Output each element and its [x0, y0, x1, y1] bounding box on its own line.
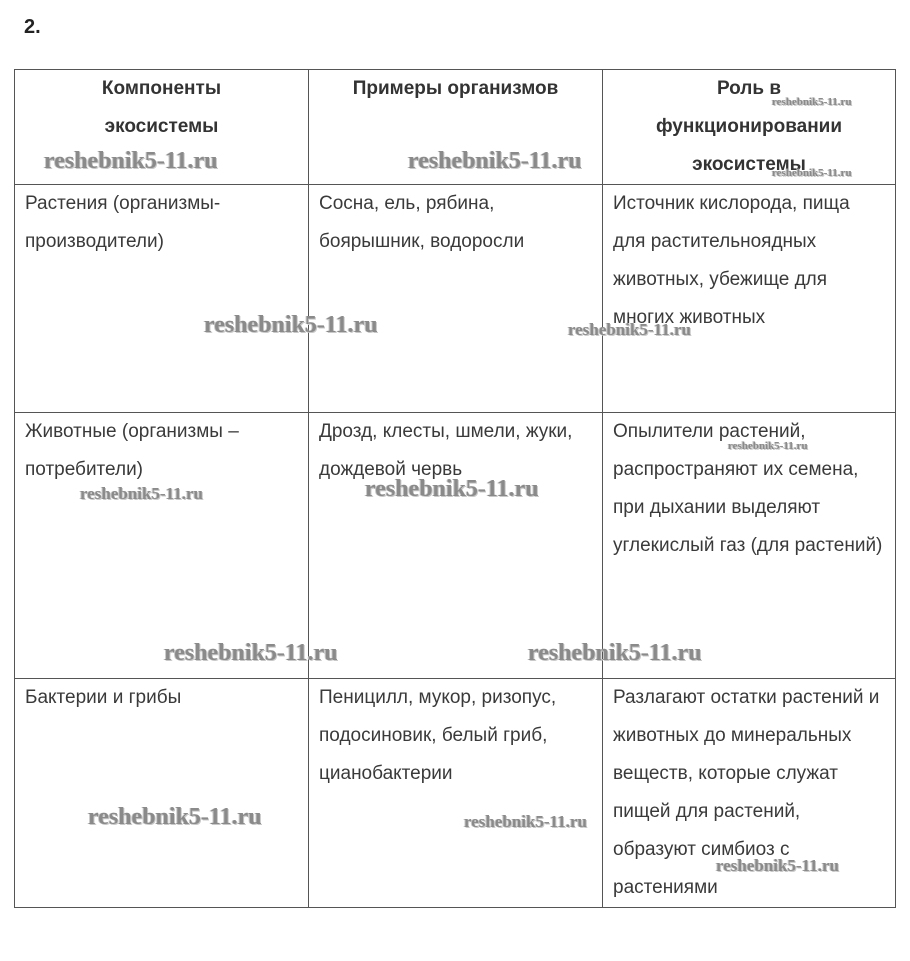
watermark: reshebnik5-11.ru	[408, 148, 582, 174]
task-number: 2.	[24, 16, 41, 38]
cell-role: Источник кислорода, пища для растительноядных животных, убежище для многих животных	[603, 185, 896, 413]
watermark: reshebnik5-11.ru	[568, 320, 691, 339]
cell-examples: Пеницилл, мукор, ризопус, подосиновик, белый гриб, цианобактерии	[309, 679, 603, 908]
watermark: reshebnik5-11.ru	[772, 167, 852, 179]
cell-role: Опылители растений, распространяют их семена, при дыхании выделяют углекислый газ (для растений)	[603, 413, 896, 679]
watermark: reshebnik5-11.ru	[88, 804, 262, 830]
table-row	[15, 413, 896, 679]
watermark: reshebnik5-11.ru	[728, 440, 808, 452]
cell-component: Животные (организмы – потребители)	[15, 413, 309, 679]
table-row	[15, 679, 896, 908]
header-role: Роль в функционировании экосистемы	[603, 70, 896, 185]
watermark: reshebnik5-11.ru	[772, 96, 852, 108]
table-header-row	[15, 70, 896, 185]
cell-examples: Дрозд, клесты, шмели, жуки, дождевой червь	[309, 413, 603, 679]
cell-role: Разлагают остатки растений и животных до минеральных веществ, которые служат пищей для растений, образуют симбиоз с растениями	[603, 679, 896, 908]
cell-component: Бактерии и грибы	[15, 679, 309, 908]
watermark: reshebnik5-11.ru	[44, 148, 218, 174]
cell-component: Растения (организмы-производители)	[15, 185, 309, 413]
watermark: reshebnik5-11.ru	[464, 812, 587, 831]
ecosystem-table	[14, 69, 896, 908]
watermark: reshebnik5-11.ru	[716, 856, 839, 875]
watermark: reshebnik5-11.ru	[80, 484, 203, 503]
watermark: reshebnik5-11.ru	[204, 312, 378, 338]
watermark: reshebnik5-11.ru	[164, 640, 338, 666]
watermark: reshebnik5-11.ru	[528, 640, 702, 666]
header-examples: Примеры организмов	[309, 70, 603, 185]
table-row	[15, 185, 896, 413]
header-components: Компоненты экосистемы	[15, 70, 309, 185]
watermark: reshebnik5-11.ru	[365, 476, 539, 502]
cell-examples: Сосна, ель, рябина, боярышник, водоросли	[309, 185, 603, 413]
